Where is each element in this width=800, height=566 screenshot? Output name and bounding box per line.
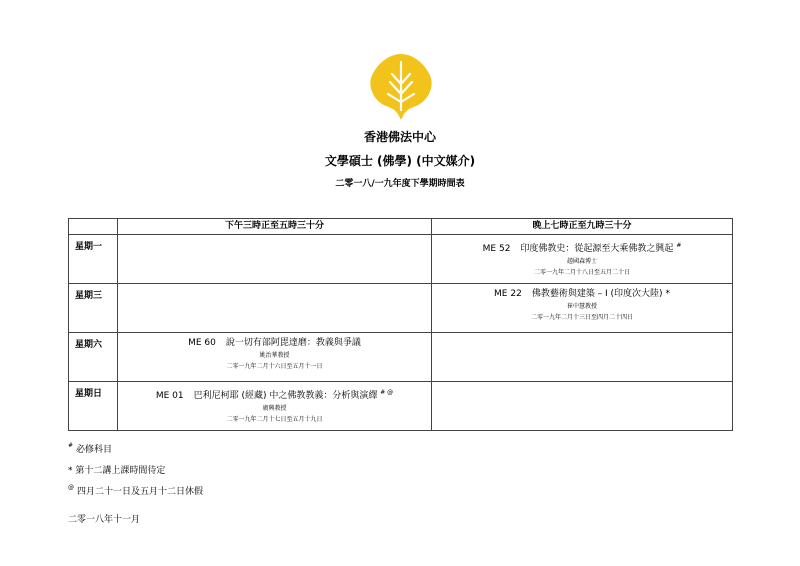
timetable — [68, 218, 733, 431]
day-label: 星期一 — [69, 235, 118, 284]
note-symbol: * — [68, 466, 73, 476]
course-title-line — [432, 288, 732, 301]
empty-slot — [118, 235, 432, 284]
course-dates: 二零一九年二月十七日至五月十九日 — [226, 416, 323, 423]
column-header-afternoon: 下午三時正至五時三十分 — [118, 219, 432, 235]
empty-slot — [432, 382, 733, 431]
course-dates: 二零一九年二月十八日至五月二十日 — [533, 269, 630, 276]
day-label: 星期三 — [69, 284, 118, 333]
course-instructor: 趙國森博士 — [566, 258, 597, 265]
course-code: ME 01 — [155, 391, 184, 401]
table-header-row — [69, 219, 733, 235]
course-title: 說一切有部阿毘達磨：教義與爭議 — [225, 338, 361, 348]
program-title: 文學碩士 (佛學) (中文媒介) — [324, 154, 476, 168]
note-symbol: # — [68, 442, 74, 449]
course-mark: # — [676, 242, 682, 249]
course-title-line — [432, 239, 732, 256]
course-title: 佛教藝術與建築 – I (印度次大陸) — [531, 289, 663, 299]
empty-slot — [118, 284, 432, 333]
course-code: ME 52 — [482, 244, 511, 254]
table-row — [69, 284, 733, 333]
table-row — [69, 235, 733, 284]
issue-date: 二零一八年十一月 — [68, 515, 141, 525]
note-schedule-tbd — [68, 463, 165, 476]
table-row — [69, 382, 733, 431]
note-text: 必修科目 — [76, 445, 113, 455]
day-label: 星期六 — [69, 333, 118, 382]
note-text: 四月二十一日及五月十二日休假 — [77, 487, 204, 497]
course-title-line — [118, 337, 431, 350]
course-cell — [432, 235, 733, 284]
course-title: 巴利尼柯耶 (經藏) 中之佛教教義：分析與演繹 — [193, 391, 378, 401]
table-row — [69, 333, 733, 382]
course-mark: * — [665, 289, 670, 299]
course-title-line — [118, 386, 431, 403]
note-required — [68, 442, 112, 455]
course-mark: # @ — [380, 389, 394, 396]
course-dates: 二零一九年二月十六日至五月十一日 — [226, 363, 323, 370]
empty-slot — [432, 333, 733, 382]
note-holiday — [68, 484, 203, 497]
bodhi-leaf-icon — [368, 52, 434, 120]
day-label: 星期日 — [69, 382, 118, 431]
course-code: ME 60 — [188, 338, 216, 348]
column-header-evening: 晚上七時正至九時三十分 — [432, 219, 733, 235]
course-cell — [118, 333, 432, 382]
corner-cell — [69, 219, 118, 235]
course-cell — [432, 284, 733, 333]
course-instructor: 崔中慧教授 — [566, 303, 597, 310]
note-text: 第十二講上課時間待定 — [75, 466, 166, 476]
note-symbol: @ — [68, 484, 74, 491]
course-code: ME 22 — [494, 289, 522, 299]
course-title: 印度佛教史：從起源至大乘佛教之興起 — [520, 244, 674, 254]
org-title: 香港佛法中心 — [363, 130, 436, 144]
course-instructor: 姚治華教授 — [259, 352, 290, 359]
course-cell — [118, 382, 432, 431]
course-instructor: 廣興教授 — [262, 405, 287, 412]
course-dates: 二零一九年二月十三日至四月二十四日 — [530, 314, 633, 321]
term-title: 二零一八/一九年度下學期時間表 — [335, 179, 465, 189]
